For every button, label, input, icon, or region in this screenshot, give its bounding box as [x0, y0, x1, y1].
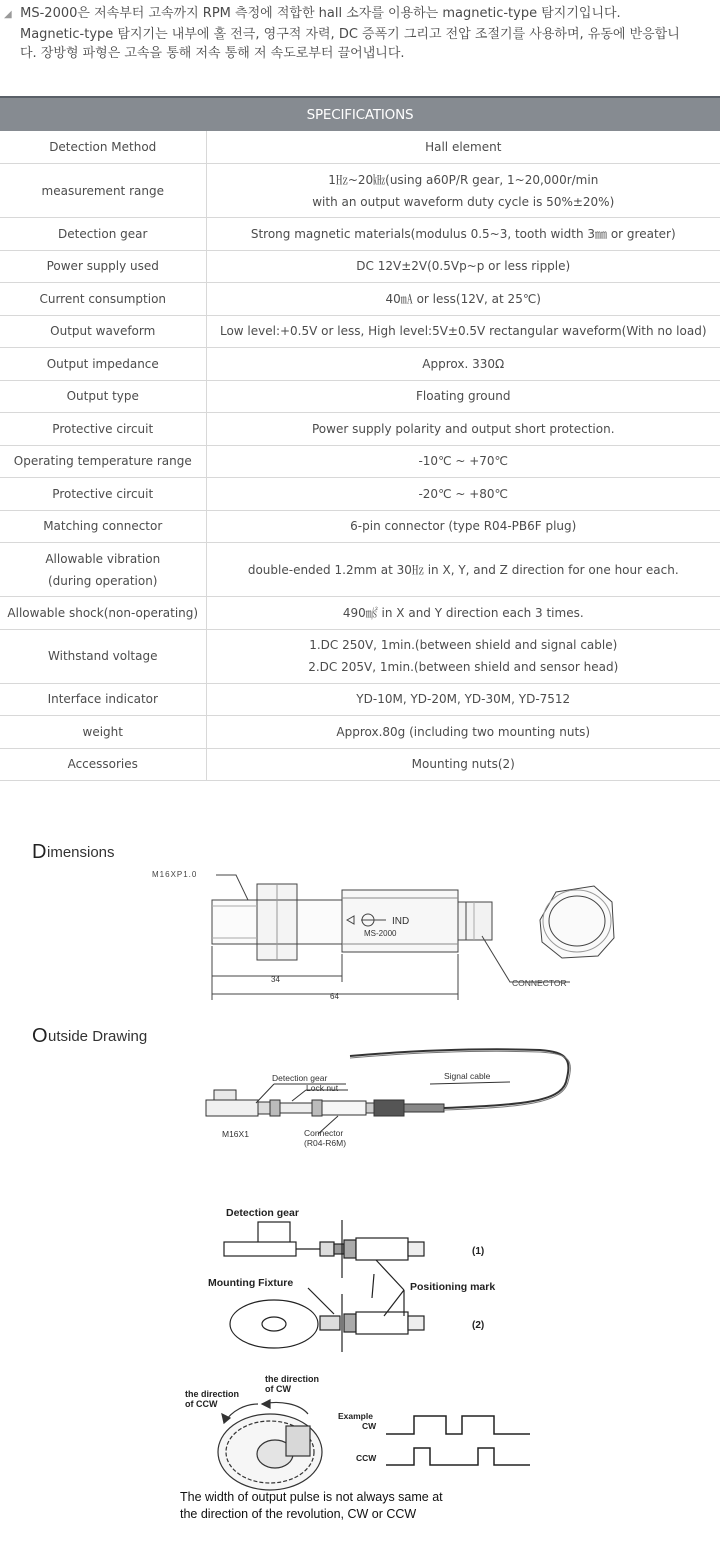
- spec-label: [0, 380, 206, 413]
- spec-row: [0, 315, 720, 348]
- spec-value-line: Low level:+0.5V or less, High level:5V±0.5V rectangular waveform(With no load): [219, 324, 707, 339]
- spec-label: [0, 683, 206, 716]
- spec-value-line: Approx.80g (including two mounting nuts): [336, 724, 591, 739]
- spec-row: [0, 716, 720, 749]
- spec-value-line: with an output waveform duty cycle is 50%±20%): [312, 194, 615, 209]
- spec-value: [206, 478, 720, 511]
- spec-label: [0, 131, 206, 164]
- spec-value: [206, 413, 720, 446]
- intro-line-3: 다. 장방형 파형은 고속을 통해 저속 통해 저 속도로부터 끌어냅니다.: [20, 46, 405, 61]
- outside-title-initial: O: [32, 1025, 48, 1047]
- spec-row: [0, 683, 720, 716]
- intro-line-1: [4, 4, 716, 25]
- spec-row: [0, 413, 720, 446]
- waveform-cw-label: CW: [362, 1421, 377, 1431]
- spec-row: [0, 597, 720, 630]
- spec-row: [0, 380, 720, 413]
- spec-label-line: Interface indicator: [47, 692, 158, 707]
- drawings-svg: [0, 820, 720, 1548]
- spec-row: [0, 250, 720, 283]
- spec-label: [0, 413, 206, 446]
- spec-label: [0, 348, 206, 381]
- spec-label: [0, 445, 206, 478]
- spec-row: [0, 131, 720, 164]
- dimension-64: 64: [330, 992, 339, 1001]
- thread-label: M16XP1.0: [152, 870, 198, 879]
- spec-value: [206, 283, 720, 316]
- spec-label: [0, 716, 206, 749]
- spec-value: [206, 716, 720, 749]
- specifications-table: [0, 96, 720, 781]
- spec-row: [0, 218, 720, 251]
- spec-label-line: (during operation): [47, 573, 158, 588]
- gear-drawing: [218, 1400, 322, 1490]
- spec-value: [206, 445, 720, 478]
- specifications-title: SPECIFICATIONS: [0, 97, 720, 131]
- rotation-section: [180, 1374, 530, 1521]
- dimensions-section: [32, 841, 614, 1001]
- pulse-note-line-2: the direction of the revolution, CW or CCW: [180, 1507, 417, 1521]
- spec-value-line: 2.DC 205V, 1min.(between shield and sensor head): [308, 660, 619, 674]
- spec-value-line: Mounting nuts(2): [411, 757, 515, 772]
- dimensions-title-initial: D: [32, 841, 47, 863]
- spec-label-line: Power supply used: [46, 259, 159, 274]
- bullet-icon: ◢: [4, 9, 12, 20]
- outside-lock-nut-label: Lock nut: [306, 1083, 339, 1093]
- spec-value-line: Approx. 330Ω: [422, 356, 505, 371]
- mounting-label-2: (2): [472, 1320, 485, 1331]
- outside-sensor-drawing: [206, 1049, 570, 1134]
- spec-value-line: Hall element: [425, 140, 502, 154]
- spec-value-line: -10℃ ~ +70℃: [418, 454, 509, 469]
- spec-value: [206, 131, 720, 164]
- spec-label-line: Accessories: [67, 757, 138, 772]
- ind-label: IND: [392, 916, 410, 927]
- spec-value-line: 1㎐~20㎑(using a60P/R gear, 1~20,000r/min: [328, 172, 599, 187]
- spec-row: [0, 348, 720, 381]
- waveform-ccw-label: CCW: [356, 1453, 377, 1463]
- intro-line-2: Magnetic-type 탐지기는 내부에 홀 전극, 영구적 자력, DC 증폭기 그리고 전압 조절기를 사용하며, 유동에 반응합니: [20, 26, 680, 42]
- outside-signal-cable-label: Signal cable: [444, 1071, 491, 1081]
- spec-value-line: -20℃ ~ +80℃: [418, 486, 509, 501]
- spec-value: [206, 510, 720, 543]
- spec-row: [0, 164, 720, 218]
- spec-value-line: 6-pin connector (type R04-PB6F plug): [350, 519, 577, 534]
- spec-value-line: 1.DC 250V, 1min.(between shield and signal cable): [309, 638, 618, 652]
- spec-value: [206, 250, 720, 283]
- spec-label-line: Current consumption: [39, 291, 167, 306]
- outside-detection-gear-label: Detection gear: [272, 1073, 328, 1083]
- spec-value-line: Power supply polarity and output short protection.: [311, 421, 615, 436]
- mounting-fixture-label: Mounting Fixture: [208, 1277, 294, 1289]
- spec-label-line: Detection gear: [58, 226, 148, 241]
- spec-value-line: DC 12V±2V(0.5Vp~p or less ripple): [356, 259, 571, 274]
- spec-label-line: weight: [82, 724, 123, 739]
- spec-row: [0, 445, 720, 478]
- spec-label: [0, 283, 206, 316]
- spec-value: [206, 629, 720, 683]
- spec-row: [0, 629, 720, 683]
- spec-row: [0, 748, 720, 781]
- waveform-cw: [386, 1416, 530, 1434]
- spec-label-line: Operating temperature range: [13, 454, 192, 469]
- spec-value-line: 40㎃ or less(12V, at 25℃): [385, 291, 541, 306]
- spec-label-line: Output impedance: [46, 356, 159, 371]
- spec-label: [0, 629, 206, 683]
- intro-line-1-text: MS-2000은 저속부터 고속까지 RPM 측정에 적합한 hall 소자를 이용하는 magnetic-type 탐지기입니다.: [20, 6, 621, 21]
- outside-drawing-section: [32, 1025, 570, 1148]
- spec-label-line: Matching connector: [43, 519, 163, 534]
- specifications-body: [0, 131, 720, 781]
- dimensions-title: imensions: [47, 844, 115, 861]
- outside-title: utside Drawing: [48, 1028, 148, 1045]
- spec-value: [206, 315, 720, 348]
- cw-direction-line-1: the direction: [265, 1374, 320, 1384]
- spec-row: [0, 478, 720, 511]
- model-label: MS-2000: [364, 929, 397, 938]
- spec-value: [206, 597, 720, 630]
- spec-label: [0, 597, 206, 630]
- spec-label: [0, 543, 206, 597]
- spec-value-line: 490㎨ in X and Y direction each 3 times.: [342, 605, 584, 620]
- waveform-ccw: [386, 1448, 530, 1465]
- spec-label-line: Output waveform: [50, 324, 156, 339]
- ccw-direction-line-1: the direction: [185, 1389, 240, 1399]
- drawings-area: [0, 820, 720, 1548]
- spec-label: [0, 250, 206, 283]
- spec-value: [206, 543, 720, 597]
- spec-label: [0, 510, 206, 543]
- spec-label: [0, 748, 206, 781]
- spec-row: [0, 510, 720, 543]
- mounting-label-1: (1): [472, 1246, 485, 1257]
- spec-value: [206, 380, 720, 413]
- spec-label-line: Withstand voltage: [48, 649, 158, 663]
- spec-value-line: Strong magnetic materials(modulus 0.5~3, tooth width 3㎜ or greater): [250, 226, 676, 241]
- dimension-34: 34: [271, 975, 280, 984]
- spec-label-line: Protective circuit: [52, 421, 154, 436]
- spec-value: [206, 683, 720, 716]
- spec-value-line: YD-10M, YD-20M, YD-30M, YD-7512: [356, 692, 571, 707]
- spec-label: [0, 478, 206, 511]
- spec-label-line: Protective circuit: [52, 486, 154, 501]
- mounting-section: [208, 1207, 495, 1352]
- spec-label-line: Output type: [66, 389, 139, 404]
- spec-label-line: Allowable vibration: [45, 551, 161, 566]
- outside-connector-type-label: (R04-R6M): [304, 1138, 347, 1148]
- spec-row: [0, 543, 720, 597]
- spec-label-line: Detection Method: [49, 140, 157, 154]
- cw-direction-line-2: of CW: [265, 1384, 291, 1394]
- spec-label: [0, 315, 206, 348]
- ccw-direction-line-2: of CCW: [185, 1399, 218, 1409]
- spec-row: [0, 283, 720, 316]
- spec-value: [206, 218, 720, 251]
- pulse-note-line-1: The width of output pulse is not always same at: [180, 1490, 443, 1504]
- spec-value: [206, 748, 720, 781]
- spec-label-line: measurement range: [41, 183, 164, 198]
- spec-label-line: Allowable shock(non-operating): [7, 605, 199, 620]
- intro-text: [4, 4, 716, 64]
- spec-label: [0, 218, 206, 251]
- spec-value: [206, 164, 720, 218]
- spec-label: [0, 164, 206, 218]
- outside-connector-label: Connector: [304, 1128, 344, 1138]
- spec-value-line: Floating ground: [416, 389, 511, 404]
- spec-value-line: double-ended 1.2mm at 30㎐ in X, Y, and Z direction for one hour each.: [247, 562, 679, 577]
- spec-value: [206, 348, 720, 381]
- positioning-mark-label: Positioning mark: [410, 1281, 496, 1293]
- connector-label: CONNECTOR: [512, 978, 567, 988]
- waveform-example-label: Example: [338, 1411, 373, 1421]
- outside-m16-label: M16X1: [222, 1129, 249, 1139]
- mounting-detection-gear-label: Detection gear: [226, 1207, 299, 1219]
